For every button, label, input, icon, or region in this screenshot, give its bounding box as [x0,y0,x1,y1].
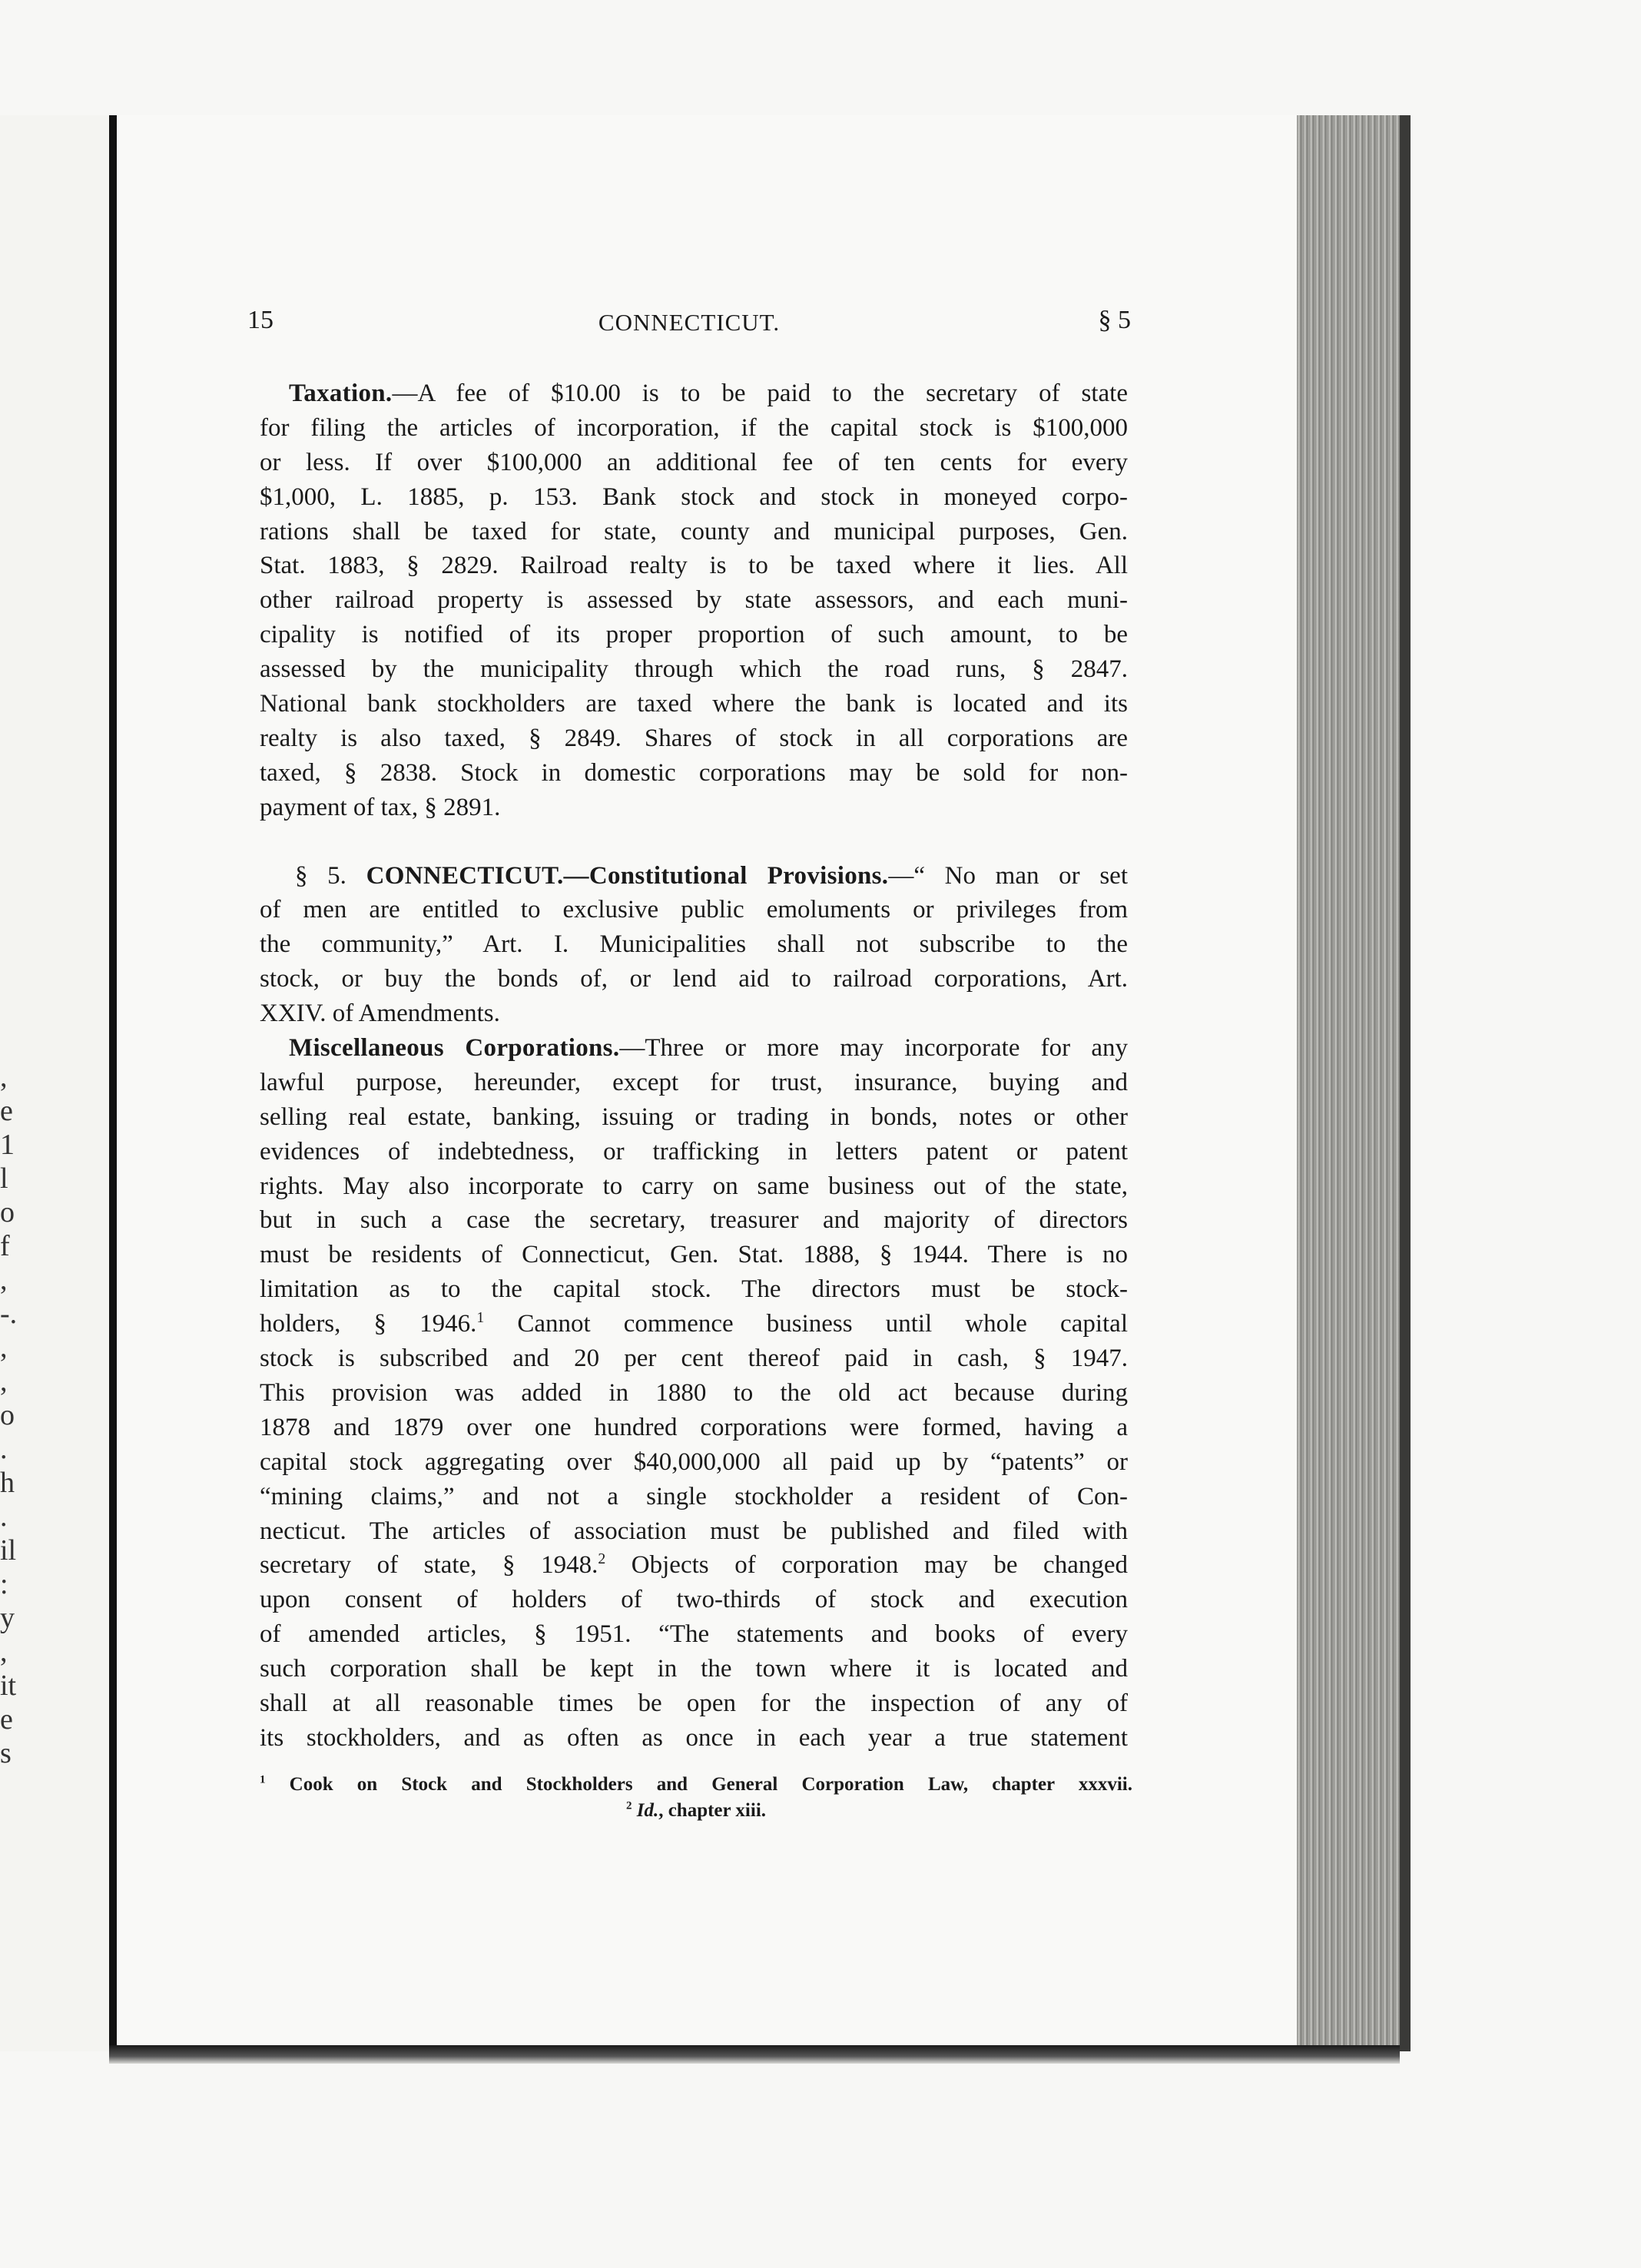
margin-fragment: f [0,1230,10,1262]
line-text: This provision was added in 1880 to the old act because during [260,1378,1128,1407]
line-text: stock is subscribed and 20 per cent thereof paid in cash, § 1947. [260,1345,1128,1373]
margin-fragment: l [0,1162,8,1195]
run-in-heading: Miscellaneous Corporations. [289,1034,620,1063]
text-line [260,962,1128,996]
text-line [260,756,1128,791]
text-line [260,859,1128,894]
line-text: rations shall be taxed for state, county and municipal purposes, Gen. [260,517,1128,545]
margin-fragment: , [0,1264,8,1296]
margin-fragment: s [0,1737,12,1769]
margin-fragment: 1 [0,1129,15,1161]
line-text: payment of tax, § 2891. [260,793,501,821]
text-line [260,1100,1128,1135]
text-line [260,652,1128,687]
text-line [260,549,1128,583]
line-text: necticut. The articles of association must be published and filed with [260,1517,1128,1545]
text-line [260,1583,1128,1617]
line-text: Stat. 1883, § 2829. Railroad realty is to be taxed where it lies. All [260,552,1128,580]
line-text: stock, or buy the bonds of, or lend aid to railroad corporations, Art. [260,965,1128,993]
text-line [260,927,1128,962]
running-header [247,306,1131,344]
footnotes [260,1772,1132,1824]
text-line [260,583,1128,618]
page-number: 15 [247,306,274,334]
page-bottom-edge [109,2045,1400,2064]
margin-fragment: o [0,1196,15,1228]
margin-fragment: , [0,1365,8,1398]
line-text: —Three or more may incorporate for any [619,1034,1128,1063]
line-text: of men are entitled to exclusive public emoluments or privileges from [260,896,1128,924]
line-text: assessed by the municipality through which the road runs, § 2847. [260,655,1128,684]
line-text: “mining claims,” and not a single stockholder a resident of Con- [260,1482,1128,1510]
text-line [260,1307,1128,1341]
line-text: such corporation shall be kept in the town where it is located and [260,1655,1128,1683]
line-text: National bank stockholders are taxed where the bank is located and its [260,690,1128,718]
text-line [260,1617,1128,1652]
text-line [260,1066,1128,1100]
book-gutter [109,115,117,2051]
footnote-1: $^1$ Cook on Stock and Stockholders and General Corporation Law, chapter xxxvii. [260,1773,1132,1795]
text-line [260,1514,1128,1549]
text-line [260,446,1128,480]
text-line [260,411,1128,446]
line-text: taxed, § 2838. Stock in domestic corporations may be sold for non- [260,758,1128,787]
text-line [260,515,1128,549]
text-line [260,1686,1128,1721]
line-text: capital stock aggregating over $40,000,000 all paid up by “patents” or [260,1447,1128,1476]
text-line [260,618,1128,652]
line-text: selling real estate, banking, issuing or trading in bonds, notes or other [260,1102,1128,1131]
line-text: lawful purpose, hereunder, except for trust, insurance, buying and [260,1068,1128,1096]
text-line [260,1548,1128,1583]
line-text: holders, § 1946. [260,1310,477,1338]
line-text: for filing the articles of incorporation, if the capital stock is $100,000 [260,413,1128,442]
line-text: evidences of indebtedness, or trafficking in letters patent or patent [260,1137,1128,1166]
footnote-marker: 2 [598,1550,606,1568]
line-text: realty is also taxed, § 2849. Shares of stock in all corporations are [260,724,1128,752]
line-text: must be residents of Connecticut, Gen. Stat. 1888, § 1944. There is no [260,1241,1128,1269]
footnote-marker: 1 [476,1309,485,1327]
text-line [260,1376,1128,1411]
margin-fragment: -. [0,1298,18,1330]
line-text: rights. May also incorporate to carry on same business out of the state, [260,1172,1128,1200]
text-line [260,1411,1128,1445]
line-text: secretary of state, § 1948. [260,1551,598,1580]
page-edges-shadow [1400,115,1411,2051]
line-text: of amended articles, § 1951. “The statements and books of every [260,1620,1128,1649]
text-line [260,996,1128,1031]
margin-fragment: e [0,1095,13,1127]
line-text: or less. If over $100,000 an additional fee of ten cents for every [260,448,1128,476]
text-line [260,721,1128,756]
line-text: other railroad property is assessed by state assessors, and each muni- [260,586,1128,615]
running-title: CONNECTICUT. [598,309,781,336]
line-text: —“ No man or set [888,861,1128,890]
text-line [260,1480,1128,1514]
footnote-2: $^2$ Id., chapter xiii. [625,1799,767,1821]
margin-fragment: y [0,1602,15,1634]
margin-fragment: . [0,1500,8,1533]
facing-page-text-fragments [0,1060,18,1770]
margin-fragment: , [0,1636,8,1668]
page-edges [1297,115,1411,2051]
text-line [260,1652,1128,1686]
text-line [260,480,1128,515]
text-line [260,1031,1128,1066]
line-text: but in such a case the secretary, treasurer and majority of directors [260,1206,1128,1235]
margin-fragment: , [0,1061,8,1093]
text-line [260,1272,1128,1307]
margin-fragment: , [0,1331,8,1364]
paragraph-gap [260,825,1128,859]
text-line [260,1341,1128,1376]
line-text: upon consent of holders of two-thirds of stock and execution [260,1586,1128,1614]
line-text: limitation as to the capital stock. The directors must be stock- [260,1275,1128,1304]
run-in-heading: CONNECTICUT.—Constitutional Provisions. [366,861,889,890]
body-text [260,376,1128,1756]
text-line [260,1445,1128,1480]
text-line [260,376,1128,411]
margin-fragment: o [0,1399,15,1431]
margin-fragment: : [0,1568,8,1600]
text-line [260,1135,1128,1169]
section-number: § 5 [1098,306,1131,334]
margin-fragment: it [0,1670,17,1702]
text-line [260,893,1128,927]
margin-fragment: . [0,1433,8,1465]
line-text: Objects of corporation may be changed [605,1551,1128,1580]
text-line [260,1238,1128,1272]
line-text: XXIV. of Amendments. [260,1000,500,1028]
line-text: Cannot commence business until whole capital [484,1310,1128,1338]
line-text: cipality is notified of its proper proportion of such amount, to be [260,621,1128,649]
line-text: $1,000, L. 1885, p. 153. Bank stock and stock in moneyed corpo- [260,482,1128,511]
line-text: 1878 and 1879 over one hundred corporations were formed, having a [260,1413,1128,1441]
margin-fragment: h [0,1467,15,1499]
text-line [260,791,1128,825]
run-in-heading: Taxation. [289,380,393,407]
line-text: its stockholders, and as often as once in each year a true statement [260,1723,1128,1752]
line-text: the community,” Art. I. Municipalities shall not subscribe to the [260,930,1128,959]
text-line [260,1203,1128,1238]
text-line [260,1721,1128,1756]
text-line [260,1169,1128,1204]
text-line [260,687,1128,721]
line-text: shall at all reasonable times be open for the inspection of any of [260,1689,1128,1717]
line-text: —A fee of $10.00 is to be paid to the secretary of state [392,380,1128,407]
margin-fragment: e [0,1703,13,1736]
margin-fragment: il [0,1534,17,1567]
section-mark: § 5. [295,861,366,890]
